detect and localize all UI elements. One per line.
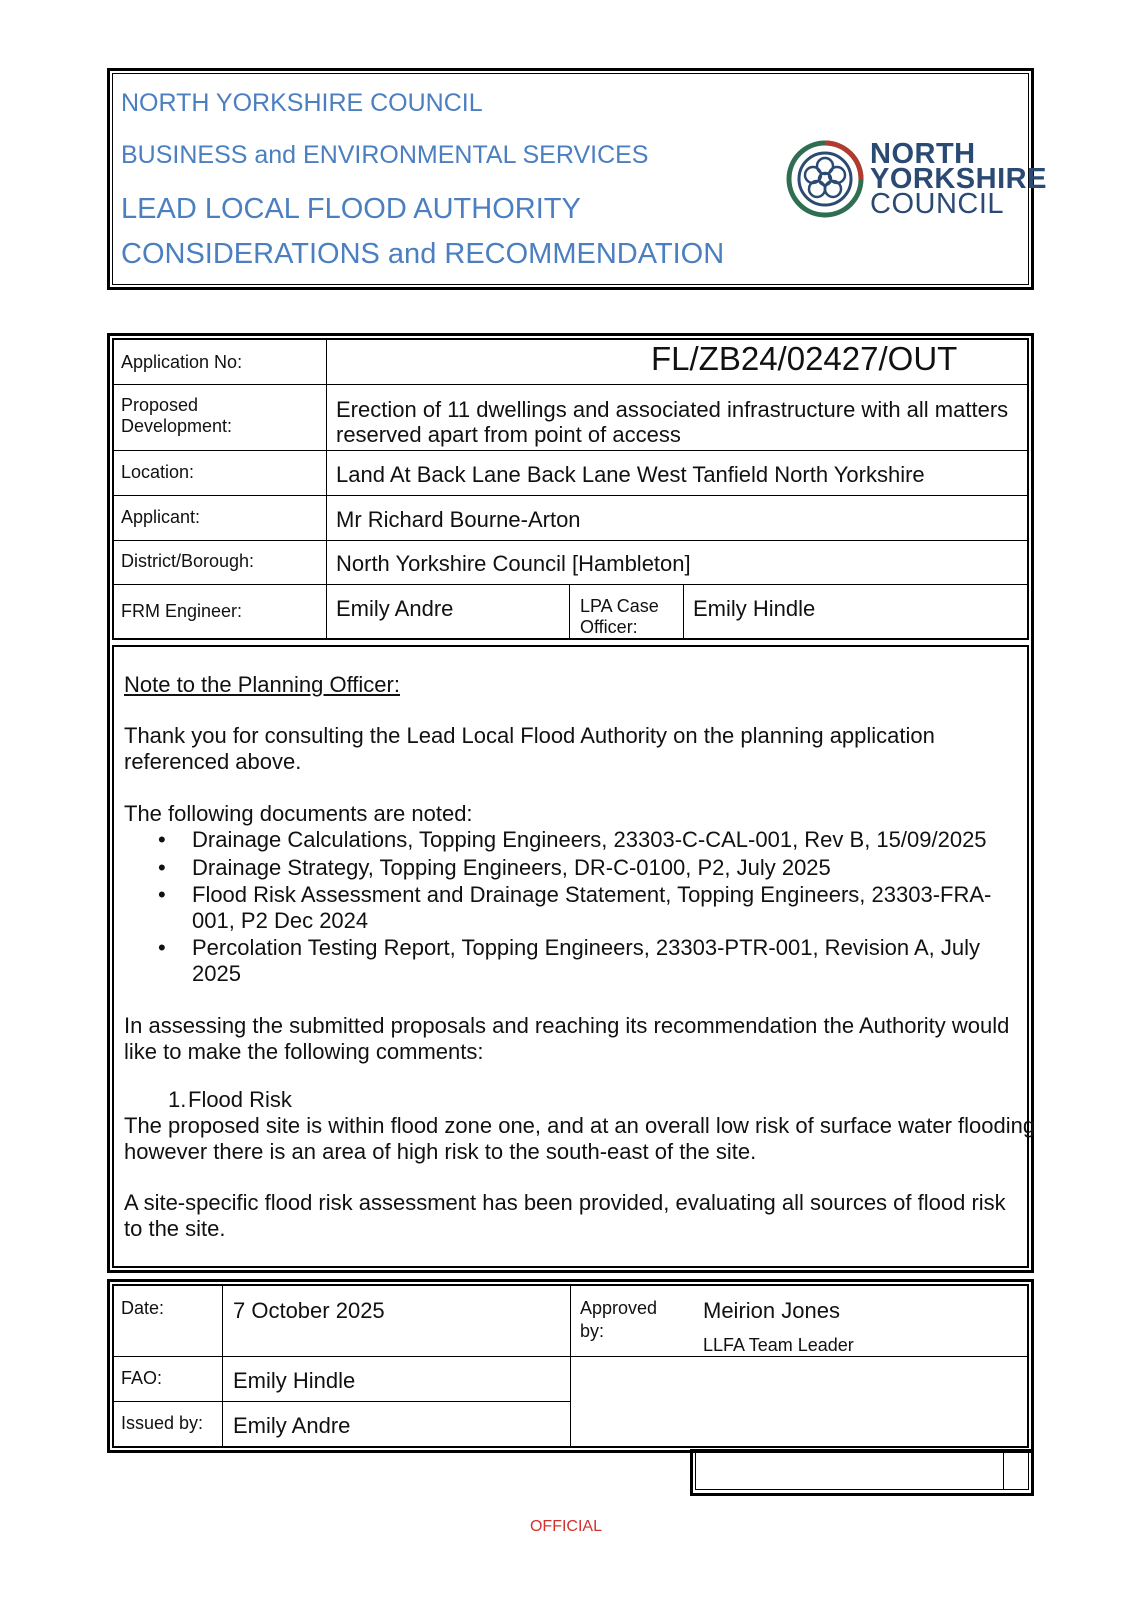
date-value: 7 October 2025 — [233, 1298, 385, 1323]
fao-value: Emily Hindle — [233, 1368, 356, 1393]
dept-line: BUSINESS and ENVIRONMENTAL SERVICES — [121, 141, 649, 169]
document-item: Percolation Testing Report, Topping Engineers, 23303-PTR-001, Revision A, July — [192, 935, 980, 960]
assessment-line2: like to make the following comments: — [124, 1039, 484, 1064]
flood-risk-line1: The proposed site is within flood zone one, and at an overall low risk of surface water flooding — [124, 1113, 1036, 1138]
proposed-line1: Erection of 11 dwellings and associated infrastructure with all matters — [336, 397, 1009, 422]
assessment-line1: In assessing the submitted proposals and reaching its recommendation the Authority would — [124, 1013, 1010, 1038]
issued-label: Issued by: — [121, 1413, 204, 1433]
documents-heading: The following documents are noted: — [124, 801, 473, 826]
approved-name: Meirion Jones — [703, 1298, 840, 1323]
document-item: Drainage Calculations, Topping Engineers, 23303-C-CAL-001, Rev B, 15/09/2025 — [192, 827, 987, 852]
bullet: • — [158, 855, 166, 880]
location-label: Location: — [121, 462, 195, 482]
document-item: 2025 — [192, 961, 241, 986]
reference-box-inner — [695, 1451, 1029, 1490]
location-value: Land At Back Lane Back Lane West Tanfield North Yorkshire — [336, 462, 925, 487]
logo-text-council: COUNCIL — [870, 188, 1005, 220]
row-divider — [112, 540, 1029, 541]
fao-label: FAO: — [121, 1368, 163, 1388]
lpa-divider-left — [569, 584, 570, 640]
application-no-label: Application No: — [121, 352, 243, 372]
fra-line2: to the site. — [124, 1216, 226, 1241]
document-item: Flood Risk Assessment and Drainage Statement, Topping Engineers, 23303-FRA- — [192, 882, 992, 907]
date-label: Date: — [121, 1298, 165, 1318]
row-divider — [112, 384, 1029, 385]
intro-line1: Thank you for consulting the Lead Local Flood Authority on the planning application — [124, 723, 935, 748]
proposed-label-1: Proposed — [121, 395, 199, 415]
issued-value: Emily Andre — [233, 1413, 351, 1438]
footer-col-divider — [570, 1284, 571, 1448]
footer-row-divider — [112, 1401, 570, 1402]
lpa-officer-value: Emily Hindle — [693, 596, 816, 621]
district-label: District/Borough: — [121, 551, 255, 571]
org-line: NORTH YORKSHIRE COUNCIL — [121, 89, 483, 117]
lpa-label-1: LPA Case — [580, 596, 659, 616]
section1-title: Flood Risk — [188, 1087, 292, 1112]
page-title-line1: LEAD LOCAL FLOOD AUTHORITY — [121, 193, 581, 225]
document-item: 001, P2 Dec 2024 — [192, 908, 369, 933]
frm-engineer-value: Emily Andre — [336, 596, 454, 621]
approved-label-1: Approved — [580, 1298, 658, 1318]
flood-risk-line2: however there is an area of high risk to the south-east of the site. — [124, 1139, 757, 1164]
note-heading: Note to the Planning Officer: — [124, 672, 400, 697]
proposed-line2: reserved apart from point of access — [336, 422, 681, 447]
approved-label-2: by: — [580, 1321, 605, 1341]
applicant-label: Applicant: — [121, 507, 201, 527]
footer-row-divider — [112, 1356, 1029, 1357]
fra-line1: A site-specific flood risk assessment has been provided, evaluating all sources of flood risk — [124, 1190, 1006, 1215]
row-divider — [112, 495, 1029, 496]
application-no: FL/ZB24/02427/OUT — [651, 340, 958, 377]
section1-number: 1. — [168, 1087, 187, 1112]
approved-role: LLFA Team Leader — [703, 1335, 854, 1355]
rose-emblem-icon — [784, 138, 866, 220]
logo-text-yorkshire: YORKSHIRE — [870, 163, 1047, 195]
lpa-label-2: Officer: — [580, 617, 638, 637]
reference-box-divider — [1003, 1451, 1004, 1490]
frm-engineer-label: FRM Engineer: — [121, 601, 243, 621]
council-logo — [784, 136, 1047, 222]
bullet: • — [158, 827, 166, 852]
row-divider — [112, 584, 1029, 585]
classification-label: OFFICIAL — [529, 1518, 602, 1535]
row-divider — [112, 450, 1029, 451]
lpa-divider-right — [683, 584, 684, 640]
applicant-value: Mr Richard Bourne-Arton — [336, 507, 581, 532]
document-item: Drainage Strategy, Topping Engineers, DR-C-0100, P2, July 2025 — [192, 855, 831, 880]
logo-text-north: NORTH — [870, 138, 976, 170]
district-value: North Yorkshire Council [Hambleton] — [336, 551, 691, 576]
intro-line2: referenced above. — [124, 749, 302, 774]
bullet: • — [158, 882, 166, 907]
footer-col-divider — [222, 1284, 223, 1448]
page-title-line2: CONSIDERATIONS and RECOMMENDATION — [121, 238, 725, 270]
proposed-label-2: Development: — [121, 416, 233, 436]
bullet: • — [158, 935, 166, 960]
